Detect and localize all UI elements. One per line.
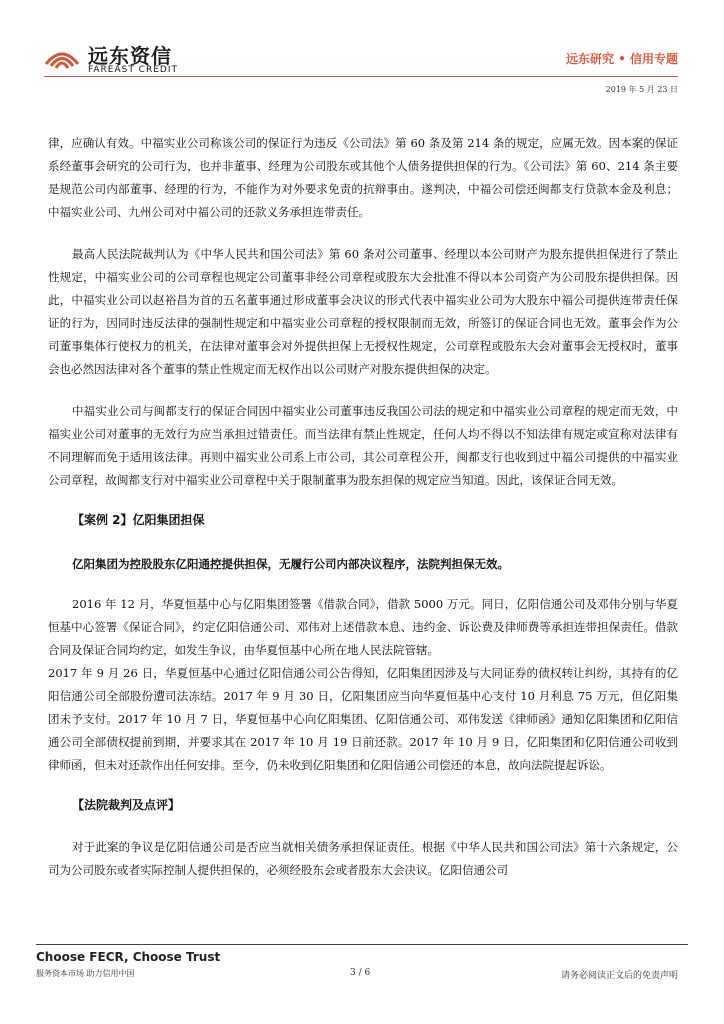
- report-series: 远东研究 • 信用专题: [565, 52, 678, 66]
- case-heading: 【案例 2】亿阳集团担保: [72, 513, 205, 527]
- paragraph: 2016 年 12 月，华夏恒基中心与亿阳集团签署《借款合同》，借款 5000 万元。同日，亿阳信通公司及邓伟分别与华夏恒基中心签署《保证合同》，约定亿阳信通公司、邓伟对上述借款本息、违约金、诉讼费及律师费等承担连带担保责任。借款合同及保证合同均约定，如发生争议，由华夏恒基中心所在地人民法院管辖。: [48, 597, 678, 657]
- fareast-logo-icon: [44, 42, 80, 72]
- ruling-heading: 【法院裁判及点评】: [72, 798, 181, 812]
- paragraph: 对于此案的争议是亿阳信通公司是否应当就相关债务承担保证责任。根据《中华人民共和国公司法》第十六条规定，公司为公司股东或者实际控制人提供担保的，必须经股东会或者股东大会决议。亿阳信通公司: [48, 840, 678, 877]
- case-lead: 亿阳集团为控股股东亿阳通控提供担保，无履行公司内部决议程序，法院判担保无效。: [72, 557, 509, 571]
- paragraph: 律，应确认有效。中福实业公司称该公司的保证行为违反《公司法》第 60 条及第 214 条的规定，应属无效。因本案的保证系经董事会研究的公司行为，也并非董事、经理为公司股东或其他个人债务提供担保的行为。《公司法》第 60、214 条主要是规范公司内部董事、经理的行为，不能作为对外要求免责的抗辩事由。遂判决，中福公司偿还闽都支行贷款本金及利息；中福实业公司、九州公司对中福公司的还款义务承担连带责任。: [48, 136, 678, 219]
- brand-name-cn: 远东资信: [88, 44, 172, 68]
- header-divider: [44, 76, 678, 77]
- footer-disclaimer: 请务必阅读正文后的免责声明: [560, 971, 678, 981]
- page-number: 3 / 6: [350, 968, 371, 978]
- page-header: [0, 0, 724, 100]
- footer-brand: Choose FECR, Choose Trust: [36, 950, 221, 964]
- page-footer: [0, 944, 724, 1024]
- report-body: [48, 132, 678, 901]
- paragraph: 最高人民法院裁判认为《中华人民共和国公司法》第 60 条对公司董事、经理以本公司财产为股东提供担保进行了禁止性规定，中福实业公司的公司章程也规定公司董事非经公司章程或股东大会批准不得以本公司资产为公司股东提供担保。因此，中福实业公司以赵裕昌为首的五名董事通过形成董事会决议的形式代表中福实业公司为大股东中福公司提供连带责任保证的行为，因同时违反法律的强制性规定和中福实业公司章程的授权限制而无效，所签订的保证合同也无效。董事会作为公司董事集体行使权力的机关，在法律对董事会对外提供担保上无授权性规定，公司章程或股东大会对董事会无授权时，董事会也必然因法律对各个董事的禁止性规定而无权作出以公司财产对股东提供担保的决定。: [48, 247, 678, 376]
- paragraph: 中福实业公司与闽都支行的保证合同因中福实业公司董事违反我国公司法的规定和中福实业公司章程的规定而无效，中福实业公司对董事的无效行为应当承担过错责任。而当法律有禁止性规定，任何人均不得以不知法律有规定或宣称对法律有不同理解而免于适用该法律。再则中福实业公司系上市公司，其公司章程公开，闽都支行也收到过中福公司提供的中福实业公司章程，故闽都支行对中福实业公司章程中关于限制董事为股东担保的规定应当知道。因此，该保证合同无效。: [48, 404, 678, 487]
- brand-name-en: FAREAST CREDIT: [88, 65, 178, 75]
- paragraph: 2017 年 9 月 26 日，华夏恒基中心通过亿阳信通公司公告得知，亿阳集团因涉及与大同证券的债权转让纠纷，其持有的亿阳信通公司全部股份遭司法冻结。2017 年 9 月 30 日，亿阳集团应当向华夏恒基中心支付 10 月利息 75 万元，但亿阳集团未予支付。2017 年 10 月 7 日，华夏恒基中心向亿阳集团、亿阳信通公司、邓伟发送《律师函》通知亿阳集团和亿阳信通公司全部债权提前到期，并要求其在 2017 年 10 月 19 日前还款。2017 年 10 月 9 日，亿阳集团和亿阳信通公司收到律师函，但未对还款作出任何安排。至今，仍未收到亿阳集团和亿阳信通公司偿还的本息，故向法院提起诉讼。: [48, 666, 678, 772]
- footer-slogan: 服务资本市场 助力信用中国: [36, 969, 135, 978]
- report-date: 2019 年 5 月 23 日: [605, 85, 678, 94]
- footer-divider: [36, 944, 688, 945]
